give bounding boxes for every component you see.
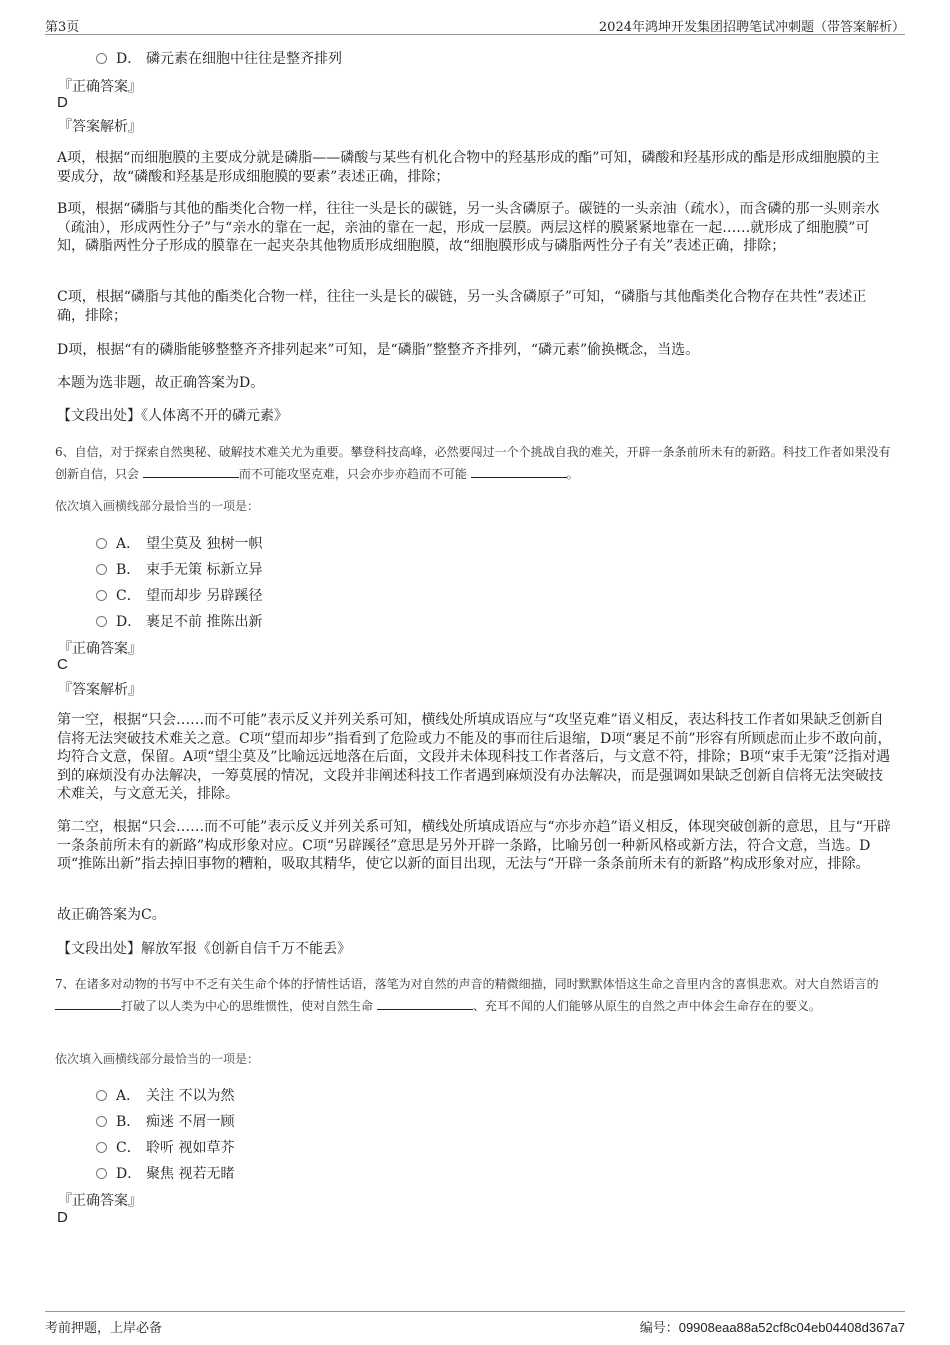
q6-source: 【文段出处】解放军报《创新自信千万不能丢》 [57,941,351,957]
q6-blank-1 [143,465,239,478]
q6-answer-marker: 『正确答案』 [58,641,142,657]
q6-instruction: 依次填入画横线部分最恰当的一项是： [55,499,260,513]
q6-blank-2 [471,465,567,478]
q5-analysis-c: C项，根据“磷脂与其他的酯类化合物一样，往往一头是长的碳链，另一头含磷原子”可知，“磷脂与其他酯类化合物存在共性”表述正确，排除； [57,289,867,324]
radio-icon[interactable] [96,1142,107,1153]
q7-option-b[interactable]: B． 痴迷 不屑一顾 [96,1111,234,1131]
radio-icon[interactable] [96,564,107,575]
q5-analysis-a: A项，根据“而细胞膜的主要成分就是磷脂——磷酸与某些有机化合物中的羟基形成的酯”可知，磷酸和羟基形成的酯是形成细胞膜的主要成分，故“磷酸和羟基是形成细胞膜的要素”表述正确，排除； [57,150,880,185]
q7-option-a[interactable]: A． 关注 不以为然 [96,1085,234,1105]
q6-option-d[interactable]: D． 裹足不前 推陈出新 [96,611,262,631]
q6-option-c[interactable]: C． 望而却步 另辟蹊径 [96,585,262,605]
q6-analysis-marker: 『答案解析』 [58,682,142,698]
q5-conclusion: 本题为选非题，故正确答案为D。 [57,375,265,391]
radio-icon[interactable] [96,1116,107,1127]
q5-analysis-marker: 『答案解析』 [58,119,142,135]
page-header [45,14,905,35]
q5-option-d[interactable]: D． 磷元素在细胞中往往是整齐排列 [96,48,342,68]
q5-answer-marker: 『正确答案』 [58,79,142,95]
document-title: 2024年鸿坤开发集团招聘笔试冲刺题（带答案解析） [598,20,905,35]
q6-option-b[interactable]: B． 束手无策 标新立异 [96,559,262,579]
q5-source: 【文段出处】《人体离不开的磷元素》 [57,408,288,424]
q7-stem: 7、在诸多对动物的书写中不乏有关生命个体的抒情性话语，落笔为对自然的声音的精微细描，同时默默体悟这生命之音里内含的喜惧悲欢。对大自然语言的 打破了以人类为中心的思维惯性，使对自然生命 、充耳不闻的人们能够从原生的自然之声中体会生命存在的要义。 [55,977,879,1013]
radio-icon[interactable] [96,1090,107,1101]
q7-blank-2 [377,997,473,1010]
q6-stem: 6、自信，对于探索自然奥秘、破解技术难关尤为重要。攀登科技高峰，必然要闯过一个个挑战自我的难关，开辟一条条前所未有的新路。科技工作者如果没有创新自信，只会 而不可能攻坚克难，只会亦步亦趋而不可能 。 [55,445,891,481]
q7-option-c[interactable]: C． 聆听 视如草芥 [96,1137,234,1157]
radio-icon[interactable] [96,590,107,601]
q6-option-a[interactable]: A． 望尘莫及 独树一帜 [96,533,262,553]
radio-icon[interactable] [96,538,107,549]
q7-answer-marker: 『正确答案』 [58,1193,142,1209]
q5-analysis-b: B项，根据“磷脂与其他的酯类化合物一样，往往一头是长的碳链，另一头含磷原子。碳链的一头亲油（疏水），而含磷的那一头则亲水（疏油），形成两性分子”与“亲水的靠在一起，亲油的靠在一起，形成一层膜。两层这样的膜紧紧地靠在一起……就形成了细胞膜”可知，磷脂两性分子形成的膜靠在一起夹杂其他物质形成细胞膜，故“细胞膜形成与磷脂两性分子有关”表述正确，排除； [57,201,880,254]
footer-slogan: 考前押题，上岸必备 [45,1321,163,1336]
page-number: 第3页 [45,20,80,35]
code-value: 09908eaa88a52cf8c04eb04408d367a7 [678,1320,905,1335]
q6-conclusion: 故正确答案为C。 [57,907,166,923]
q7-instruction: 依次填入画横线部分最恰当的一项是： [55,1052,260,1066]
page-footer [45,1311,905,1336]
q7-option-d[interactable]: D． 聚焦 视若无睹 [96,1163,234,1183]
radio-icon[interactable] [96,53,107,64]
code-label: 编号： [639,1321,679,1336]
q7-answer: D [57,1209,68,1226]
document-code [640,1317,905,1336]
radio-icon[interactable] [96,1168,107,1179]
q6-answer: C [57,656,68,673]
q5-analysis-d: D项，根据“有的磷脂能够整整齐齐排列起来”可知，是“磷脂”整整齐齐排列，“磷元素”偷换概念，当选。 [57,342,700,358]
q6-analysis-second-blank: 第二空，根据“只会……而不可能”表示反义并列关系可知，横线处所填成语应与“亦步亦趋”语义相反，体现突破创新的意思，且与“开辟一条条前所未有的新路”构成形象对应。C项“另辟蹊径”意思是另外开辟一条路，比喻另创一种新风格或新方法，符合文意，当选。D项“推陈出新”指去掉旧事物的糟粕，吸取其精华，使它以新的面目出现，无法与“开辟一条条前所未有的新路”构成形象对应，排除。 [57,819,891,872]
q7-blank-1 [55,997,121,1010]
q6-analysis-first-blank: 第一空，根据“只会……而不可能”表示反义并列关系可知，横线处所填成语应与“攻坚克难”语义相反，表达科技工作者如果缺乏创新自信将无法突破技术难关之意。C项“望而却步”指看到了危险或力不能及的事而往后退缩，D项“裹足不前”形容有所顾虑而止步不敢向前，均符合文意，保留。A项“望尘莫及”比喻远远地落在后面，文段并未体现科技工作者落后，与文意不符，排除；B项“束手无策”泛指对遇到的麻烦没有办法解决，一筹莫展的情况，文段并非阐述科技工作者遇到麻烦没有办法解决，而是强调如果缺乏创新自信将无法突破技术难关，与文意无关，排除。 [57,712,892,802]
radio-icon[interactable] [96,616,107,627]
q5-answer: D [57,94,68,111]
